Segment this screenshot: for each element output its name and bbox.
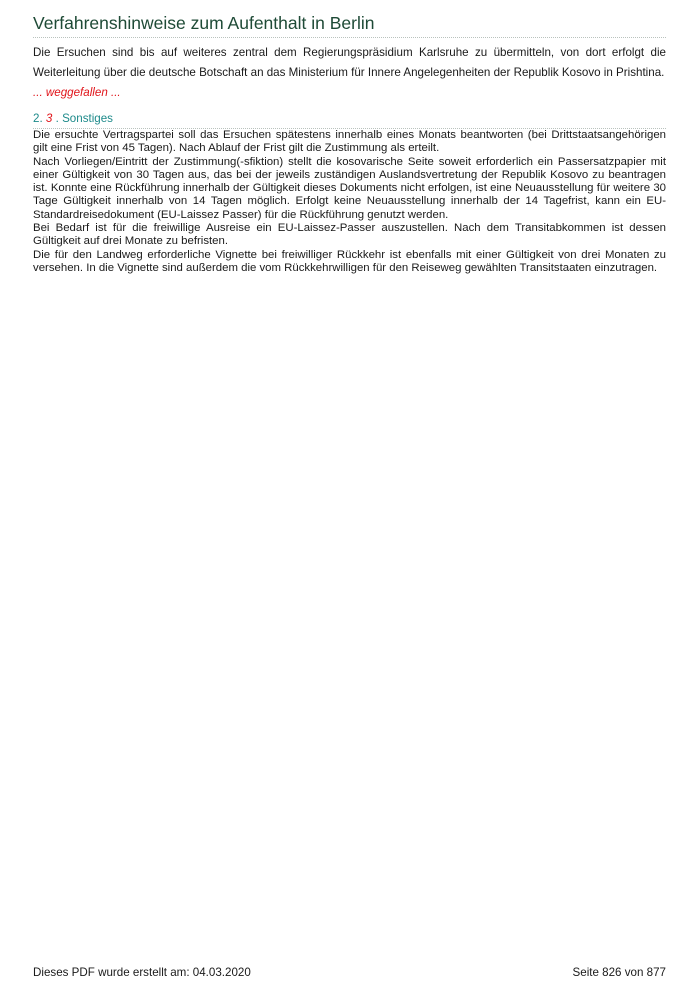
section-heading bbox=[33, 111, 666, 129]
body-paragraph: Nach Vorliegen/Eintritt der Zustimmung(-sfiktion) stellt die kosovarische Seite soweit erforderlich ein Passersatzpapier mit einer Gültigkeit von 30 Tagen aus, das bei der jeweils zuständigen Auslandsvertretung der Republik Kosovo zu beantragen ist. Konnte eine Rückführung innerhalb der Gültigkeit dieses Dokuments nicht erfolgen, ist eine Neuausstellung für weitere 30 Tage Gültigkeit innerhalb von 14 Tagen möglich. Erfolgt keine Neuausstellung innerhalb der 14 Tagefrist, kann ein EU-Standardreisedokument (EU-Laissez Passer) für die Rückführung genutzt werden. bbox=[33, 155, 666, 221]
intro-paragraph: Die Ersuchen sind bis auf weiteres zentral dem Regierungspräsidium Karlsruhe zu übermitteln, von dort erfolgt die Weiterleitung über die deutsche Botschaft an das Ministerium für Innere Angelegenheiten der Republik Kosovo in Prishtina. bbox=[33, 46, 666, 79]
section-number-highlight: 3 bbox=[45, 112, 53, 125]
footer-created-date: Dieses PDF wurde erstellt am: 04.03.2020 bbox=[33, 966, 251, 979]
section-label: Sonstiges bbox=[62, 112, 113, 125]
removed-note: ... weggefallen ... bbox=[33, 86, 121, 99]
body-paragraph: Bei Bedarf ist für die freiwillige Ausreise ein EU-Laissez-Passer auszustellen. Nach dem Transitabkommen ist dessen Gültigkeit auf drei Monate zu befristen. bbox=[33, 222, 666, 248]
footer-page-number: Seite 826 von 877 bbox=[572, 966, 666, 979]
body-paragraph: Die für den Landweg erforderliche Vignette bei freiwilliger Rückkehr ist ebenfalls mit einer Gültigkeit von drei Monaten zu versehen. In die Vignette sind außerdem die vom Rückkehrwilligen für den Reiseweg gewählten Transitstaaten einzutragen. bbox=[33, 248, 666, 274]
section-body bbox=[33, 129, 666, 275]
section-number-suffix: . bbox=[55, 112, 59, 125]
page-title: Verfahrenshinweise zum Aufenthalt in Berlin bbox=[33, 11, 666, 38]
section-number-prefix: 2. bbox=[33, 112, 43, 125]
body-paragraph: Die ersuchte Vertragspartei soll das Ersuchen spätestens innerhalb eines Monats beantworten (bei Drittstaatsangehörigen gilt eine Frist von 45 Tagen). Nach Ablauf der Frist gilt die Zustimmung als erteilt. bbox=[33, 129, 666, 155]
